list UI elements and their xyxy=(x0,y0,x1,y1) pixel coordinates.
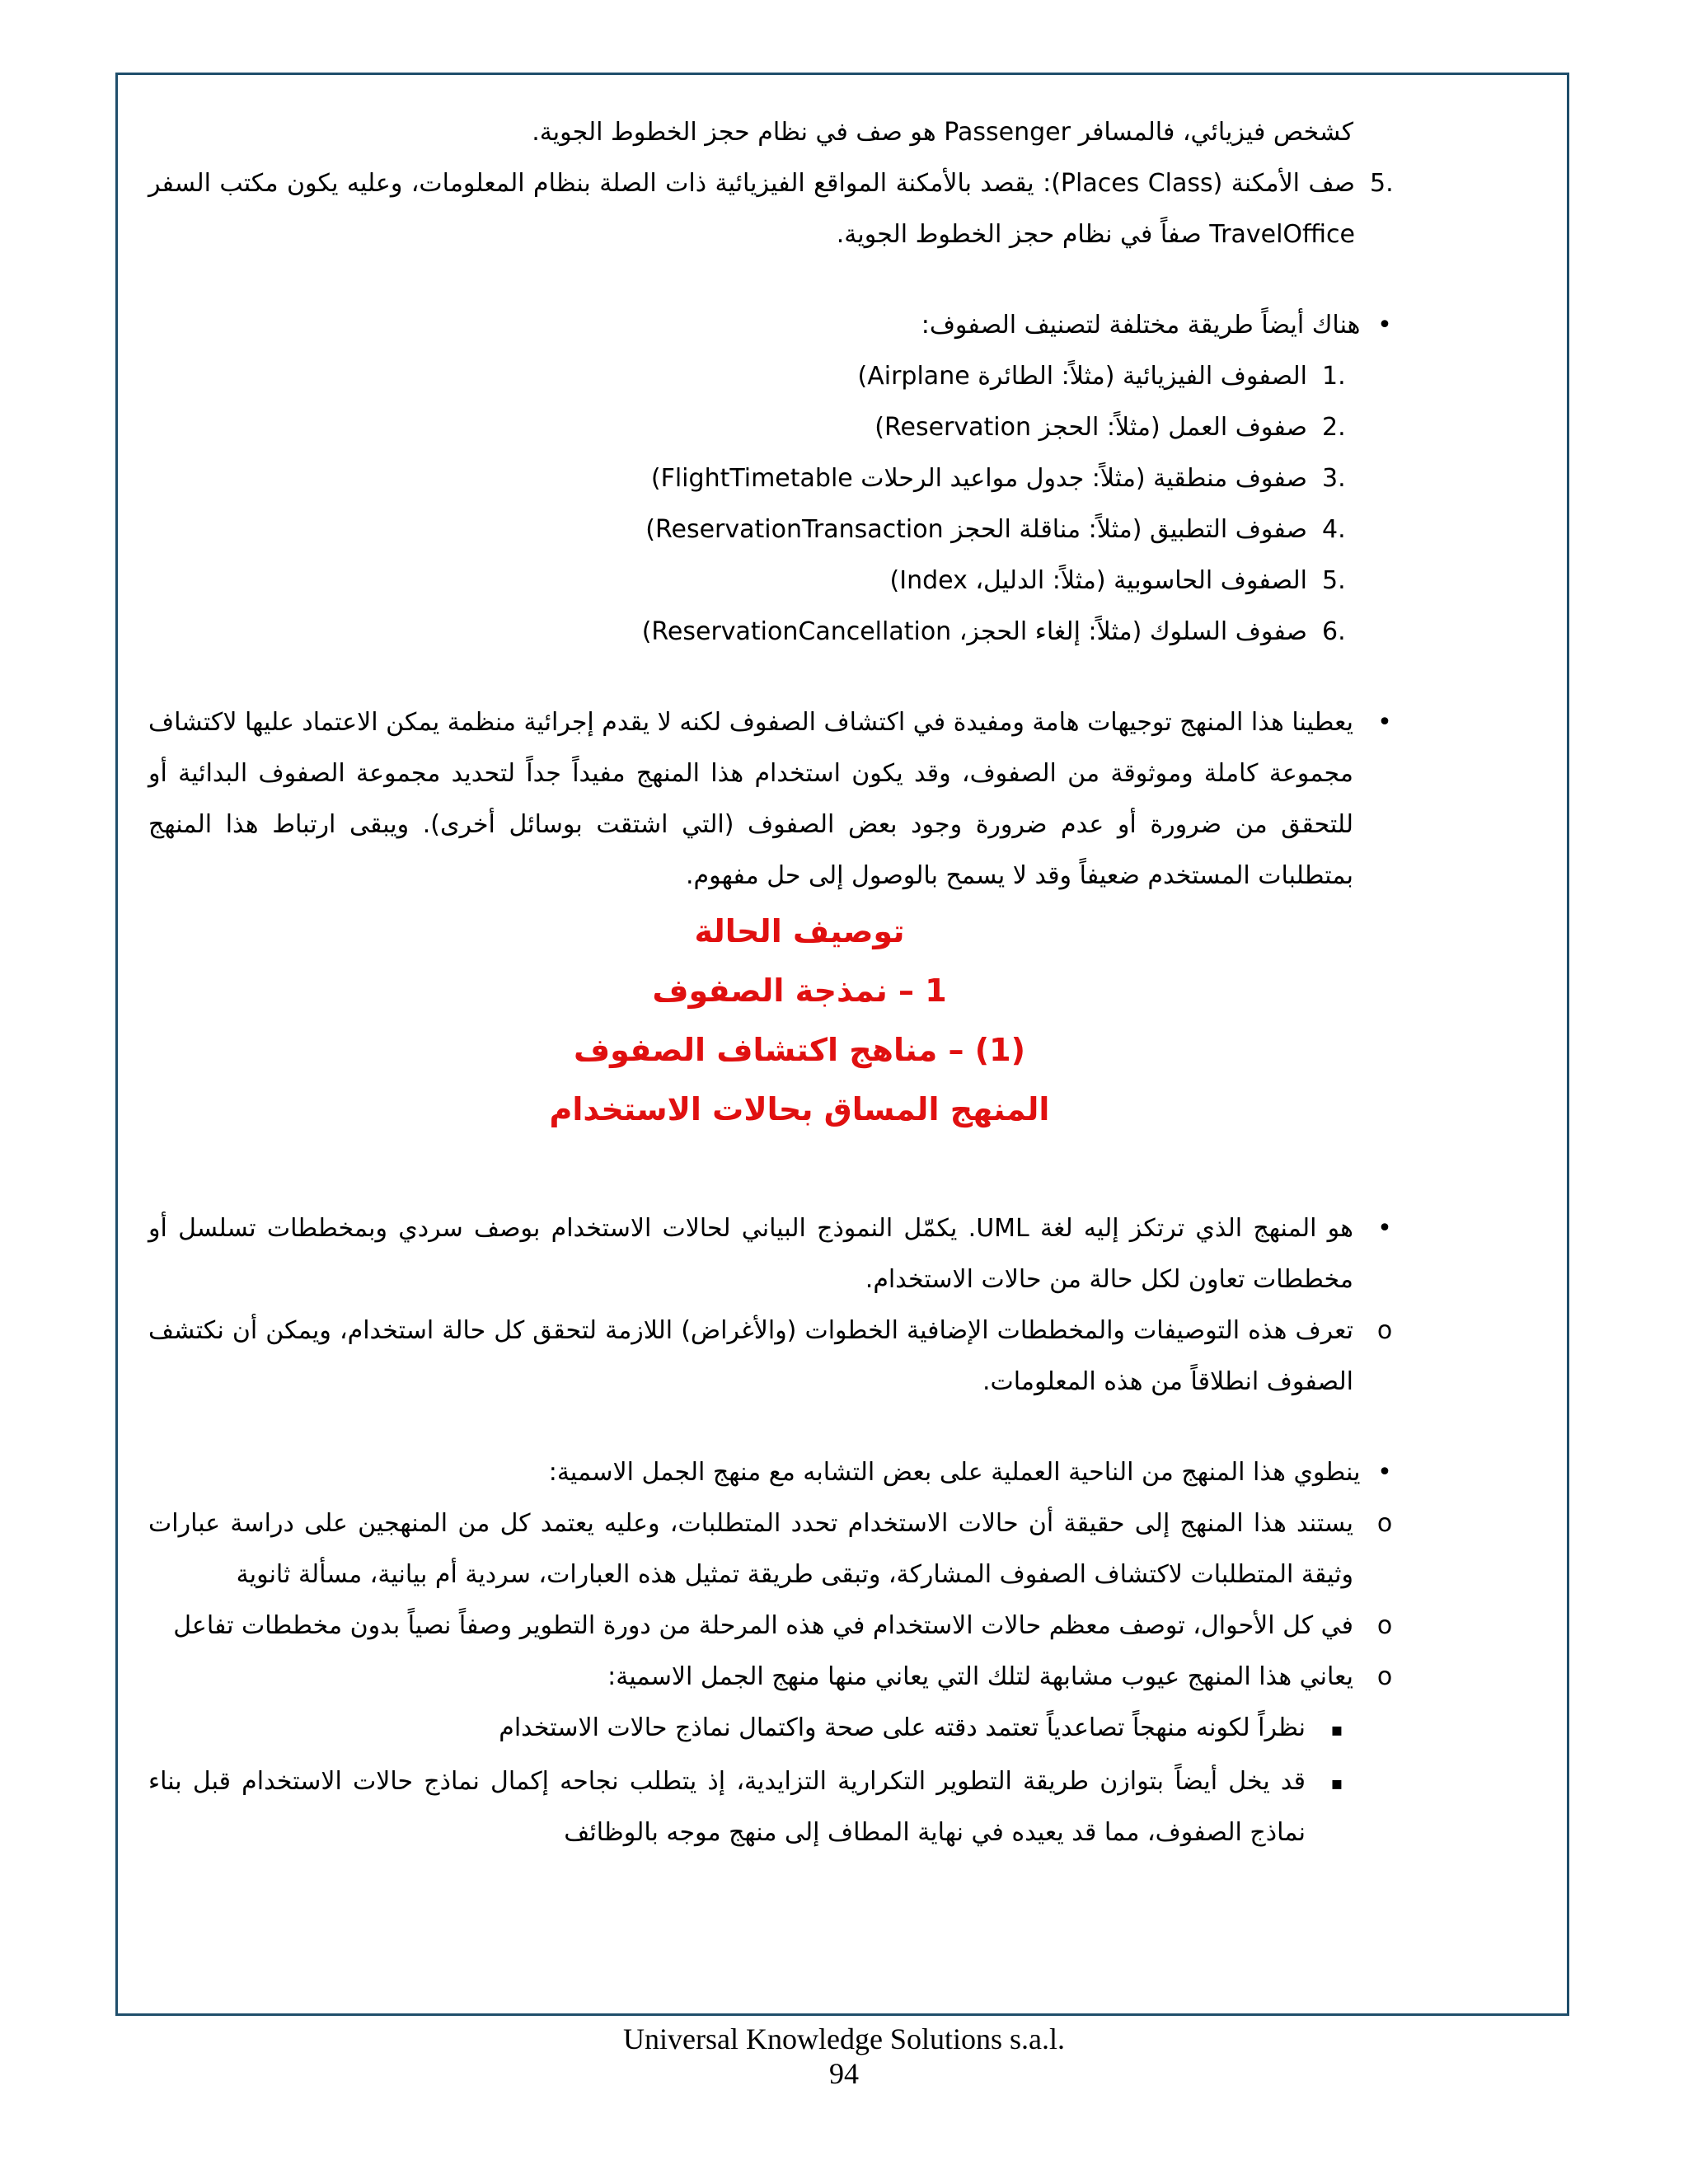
bullet-icon: • xyxy=(1377,1458,1392,1487)
bullet-icon: • xyxy=(1377,1214,1392,1243)
practical-sub-text: يستند هذا المنهج إلى حقيقة أن حالات الاستخدام تحدد المتطلبات، وعليه يعتمد كل من المنهجين على دراسة عبارات وثيقة المتطلبات لاكتشاف الصفوف المشاركة، وتبقى طريقة تمثيل هذه العبارات، سردية أم بيانية، مسألة ثانوية xyxy=(148,1509,1353,1589)
practical-sub-text: في كل الأحوال، توصف معظم حالات الاستخدام في هذه المرحلة من دورة التطوير وصفاً نصياً بدون مخططات تفاعل xyxy=(173,1611,1353,1640)
square-item-text: قد يخل أيضاً بتوازن طريقة التطوير التكرارية التزايدية، إذ يتطلب نجاحه إكمال نماذج حالات الاستخدام قبل بناء نماذج الصفوف، مما قد يعيده في نهاية المطاف إلى منهج موجه بالوظائف xyxy=(148,1767,1306,1847)
uml-paragraph xyxy=(148,1203,1451,1305)
list-item-text: الصفوف الحاسوبية (مثلاً: الدليل، Index) xyxy=(889,566,1307,595)
bullet-icon: • xyxy=(1377,708,1392,737)
section-heading-case: توصيف الحالة xyxy=(694,913,905,949)
list-item-text: صف الأمكنة (Places Class): يقصد بالأمكنة المواقع الفيزيائية ذات الصلة بنظام المعلومات، وعليه يكون مكتب السفر TravelOffice صفاً في نظام حجز الخطوط الجوية. xyxy=(148,169,1355,249)
list-number: 2. xyxy=(1322,413,1346,442)
square-bullet-icon: ▪ xyxy=(1330,1720,1343,1741)
list-number: 5. xyxy=(1370,169,1394,198)
section-heading-discovery-methods: (1) – مناهج اكتشاف الصفوف xyxy=(574,1032,1025,1068)
circle-bullet-icon: o xyxy=(1376,1316,1393,1345)
bullet-icon: • xyxy=(1377,311,1392,340)
practical-sub-item xyxy=(148,1601,1451,1652)
approach-paragraph-text: يعطينا هذا المنهج توجيهات هامة ومفيدة في اكتشاف الصفوف لكنه لا يقدم إجرائية منظمة يمكن الاعتماد عليها لاكتشاف مجموعة كاملة وموثوقة من الصفوف، وقد يكون استخدام هذا المنهج مفيداً جداً لتحديد مجموعة الصفوف البدائية أو للتحقق من ضرورة أو عدم ضرورة وجود بعض الصفوف (التي اشتقت بوسائل أخرى). ويبقى ارتباط هذا المنهج بمتطلبات المستخدم ضعيفاً وقد لا يسمح بالوصول إلى حل مفهوم. xyxy=(148,708,1353,890)
list-item-places-class xyxy=(148,158,1451,260)
list-item xyxy=(148,351,1451,402)
list-item-text: صفوف منطقية (مثلاً: جدول مواعيد الرحلات FlightTimetable) xyxy=(650,464,1307,493)
list-item xyxy=(148,504,1451,555)
list-item xyxy=(148,402,1451,453)
circle-bullet-icon: o xyxy=(1376,1611,1393,1640)
practical-intro-text: ينطوي هذا المنهج من الناحية العملية على بعض التشابه مع منهج الجمل الاسمية: xyxy=(548,1458,1361,1487)
list-number: 5. xyxy=(1322,566,1346,595)
practical-sub-item xyxy=(148,1498,1451,1601)
classification-intro-text: هناك أيضاً طريقة مختلفة لتصنيف الصفوف: xyxy=(921,311,1361,340)
section-heading-use-case-driven: المنهج المساق بحالات الاستخدام xyxy=(549,1091,1050,1127)
list-item-text: الصفوف الفيزيائية (مثلاً: الطائرة Airplane) xyxy=(857,362,1307,391)
list-item xyxy=(148,453,1451,504)
page-content xyxy=(148,107,1451,1858)
uml-sub-paragraph-text: تعرف هذه التوصيفات والمخططات الإضافية الخطوات (والأغراض) اللازمة لتحقق كل حالة استخدام، ويمكن أن نكتشف الصفوف انطلاقاً من هذه المعلومات. xyxy=(148,1316,1353,1396)
square-item xyxy=(148,1756,1451,1858)
list-item-text: صفوف التطبيق (مثلاً: مناقلة الحجز ReservationTransaction) xyxy=(645,515,1307,544)
classification-intro xyxy=(148,300,1451,351)
practical-sub-item xyxy=(148,1652,1451,1703)
uml-paragraph-text: هو المنهج الذي ترتكز إليه لغة UML. يكمّل النموذج البياني لحالات الاستخدام بوصف سردي وبمخططات تسلسل أو مخططات تعاون لكل حالة من حالات الاستخدام. xyxy=(148,1214,1353,1294)
approach-paragraph xyxy=(148,697,1451,902)
list-item-text: صفوف السلوك (مثلاً: إلغاء الحجز، ReservationCancellation) xyxy=(641,617,1307,646)
square-item xyxy=(148,1703,1451,1756)
list-item-text: صفوف العمل (مثلاً: الحجز Reservation) xyxy=(874,413,1307,442)
list-number: 1. xyxy=(1322,362,1346,391)
practical-intro xyxy=(148,1447,1451,1498)
list-number: 4. xyxy=(1322,515,1346,544)
square-bullet-icon: ▪ xyxy=(1330,1774,1343,1794)
footer-page-number: 94 xyxy=(829,2057,859,2090)
list-number: 3. xyxy=(1322,464,1346,493)
intro-continuation-line: كشخص فيزيائي، فالمسافر Passenger هو صف في نظام حجز الخطوط الجوية. xyxy=(532,118,1353,147)
practical-sub-text: يعاني هذا المنهج عيوب مشابهة لتلك التي يعاني منها منهج الجمل الاسمية: xyxy=(607,1662,1353,1691)
list-number: 6. xyxy=(1322,617,1346,646)
list-item xyxy=(148,555,1451,607)
uml-sub-paragraph xyxy=(148,1305,1451,1408)
circle-bullet-icon: o xyxy=(1376,1662,1393,1691)
footer-company: Universal Knowledge Solutions s.a.l. xyxy=(623,2022,1065,2055)
list-item xyxy=(148,607,1451,658)
circle-bullet-icon: o xyxy=(1376,1509,1393,1538)
square-item-text: نظراً لكونه منهجاً تصاعدياً تعتمد دقته على صحة واكتمال نماذج حالات الاستخدام xyxy=(499,1713,1306,1742)
section-heading-class-modeling: 1 – نمذجة الصفوف xyxy=(652,972,947,1009)
